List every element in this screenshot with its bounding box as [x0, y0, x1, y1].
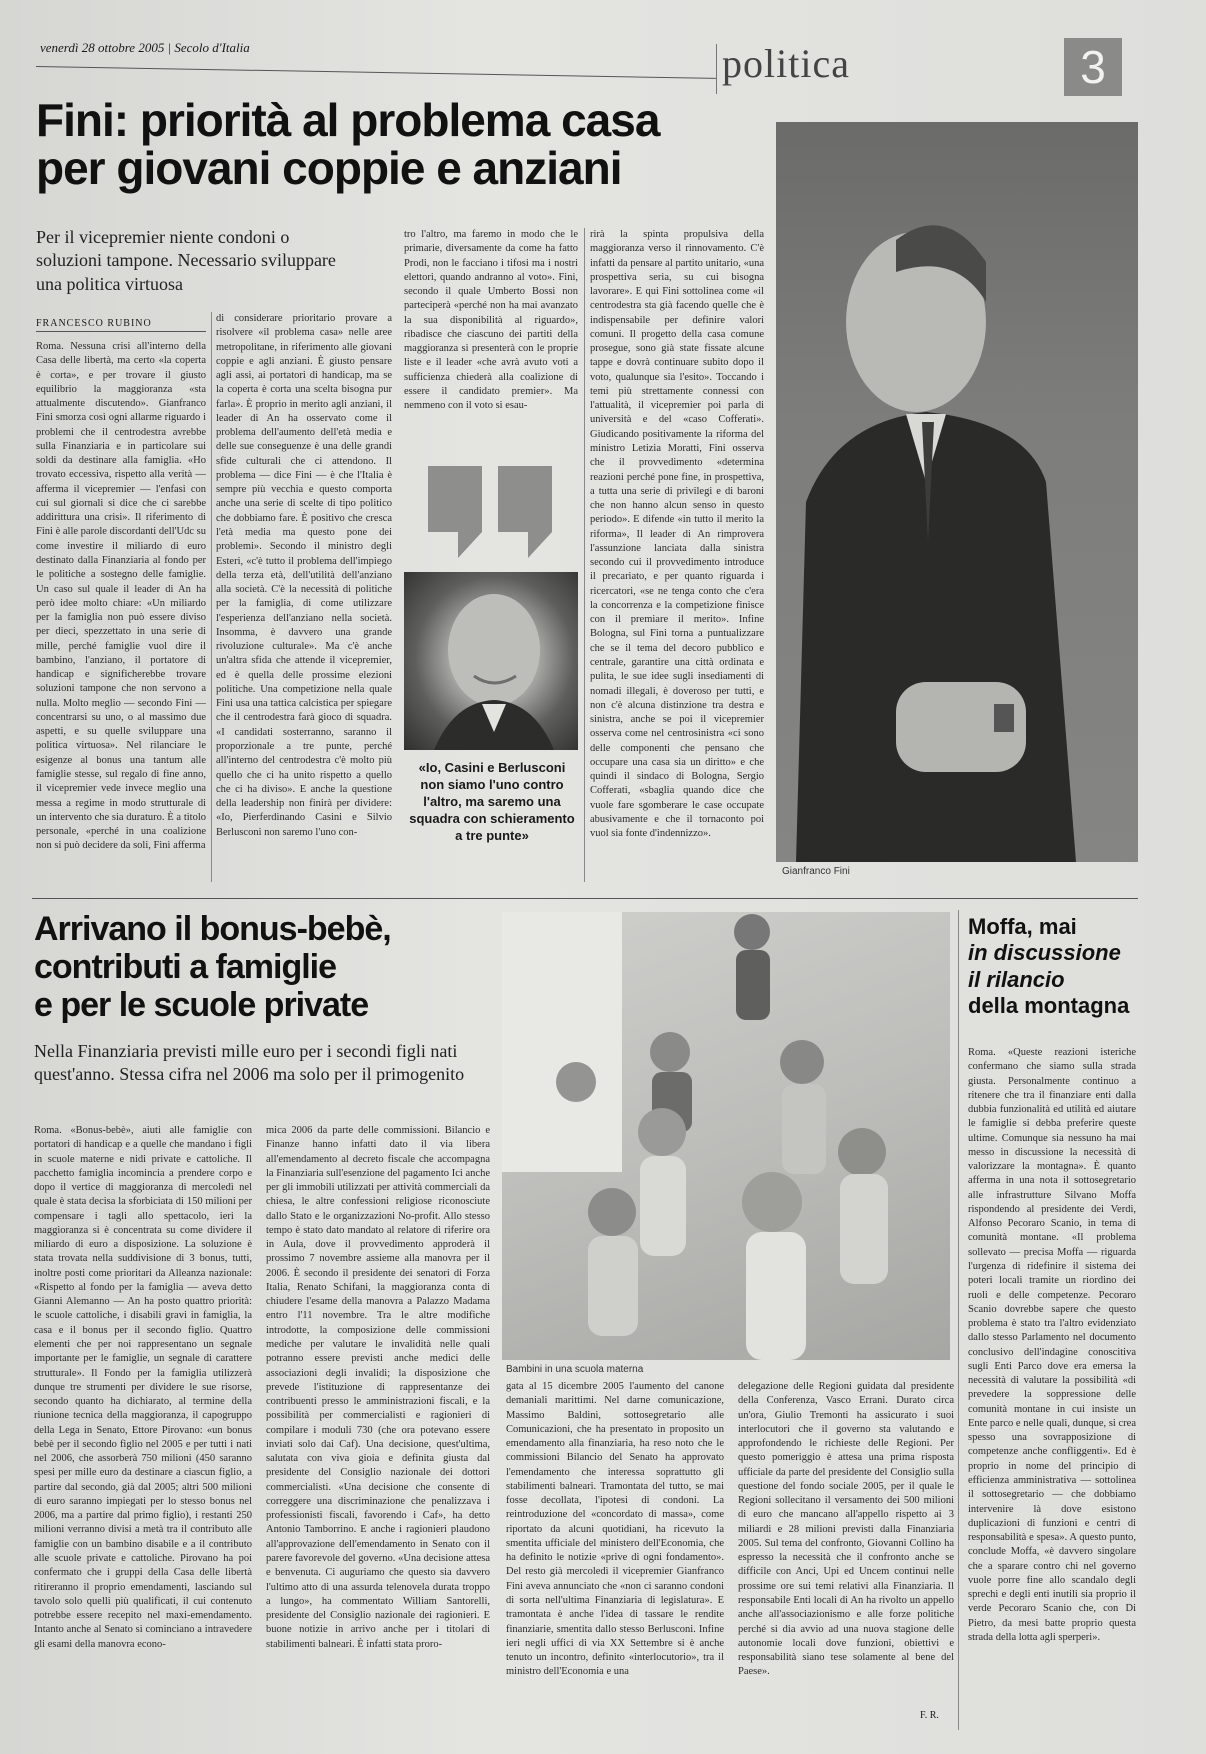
quote-marks-icon	[424, 462, 556, 562]
story1-headline-line1: Fini: priorità al problema casa	[36, 94, 660, 146]
story3-headline-line3: il rilancio	[968, 966, 1065, 992]
story1-headline	[36, 96, 776, 193]
story1-headline-line2: per giovani coppie e anziani	[36, 142, 622, 195]
children-photo-caption: Bambini in una scuola materna	[506, 1364, 644, 1375]
story-divider	[32, 898, 1138, 899]
column-rule	[958, 910, 959, 1730]
story2-signature: F. R.	[920, 1710, 939, 1721]
story2-headline-line1: Arrivano il bonus-bebè,	[34, 910, 391, 948]
page-number-box: 3	[1064, 38, 1122, 96]
portrait-silhouette-icon	[404, 572, 578, 750]
story1-column-4: rirà la spinta propulsiva della maggioranza verso il rinnovamento. C'è infatti da pensare al partito unitario, «una prospettiva seria, su cui bisogna lavorare». E qui Fini sottolinea come «il centrodestra sta già facendo quelle che è indispensabile per definire valori comuni. Il progetto della casa comune prosegue, sono già state fissate alcune tappe e dovrà continuare subito dopo il voto, qualunque sia l'esito». Toccando i temi più strettamente connessi con l'attualità, il vicepremier poi parla di università e del «caso Cofferati». Giudicando positivamente la riforma del ministro Letizia Moratti, Fini osserva che il provvedimento «determina reazioni perché pone fine, in prospettiva, a tutta una serie di privilegi e di baroni che non hanno alcun senso in questo periodo». E difende «in tutto il merito la riforma», Il leader di An rimprovera l'assunzione lanciata dalla sinistra secondo cui il provvedimento introduce il precariato, e per quanto riguarda i ricercatori, «se ne tenga conto che c'era la concorrenza e la competizione finisce con il premiare il merito». Infine Bologna, sul Fini torna a puntualizzare che se il tema del decoro pubblico e centrale, garantire una città ordinata e pulita, le sue idee sugli insediamenti di nomadi illegali, è doveroso per tutti, e non c'è alcuna distinzione tra destra e sinistra, anche se poi il vicepremier osserva come nel centrosinistra «ci sono delle componenti che pensano che occupare una casa sia un diritto» e che quindi il sindaco di Bologna, Sergio Cofferati, «sbaglia quando dice che vuole fare sgomberare le case occupate abusivamente e che il tornaconto poi vuol sia fonte d'indennizzo».	[590, 229, 764, 840]
story1-column-1: Roma. Nessuna crisi all'interno della Casa delle libertà, ma certo «la coperta è corta», e per trovare il giusto equilibrio la maggioranza «sta attualmente discutendo». Gianfranco Fini smorza così ogni allarme riguardo i problemi che il centrodestra avrebbe sulla Finanziaria e in particolare sui soldi da destinare alla famiglia. «Ho trovato eccessiva, rispetto alla verità — afferma il vicepremier — l'enfasi con cui sul giornali si dice che ci sarebbe addirittura una crisi». Il riferimento di Fini è alle parole discordanti dell'Udc su come investire il miliardo di euro destinato dalla Finanziaria al fondo per le politiche a sostegno delle famiglie. Un caso sul quale il leader di An ha però idee molto chiare: «Un miliardo per la famiglia non può essere diviso per dieci, spezzettato in una serie di mille, perché famiglie vuol dire il bambino, l'anziano, il portatore di handicap e significherebbe trovare soluzioni tampone che non servono a nulla. Molto meglio — secondo Fini — concentrarsi su uno, o al massimo due aspetti, e su quelle sviluppare una politica virtuosa». Nel rilanciare le esigenze al bonus una tantum alle famiglie stesse, sul regalo di fine anno, il vicepremier vede invece meglio una messa a regime in modo strutturale di un intervento che sia duraturo. È a titolo personale, «perché in una coalizione non si può decidere da soli, Fini afferma	[36, 341, 206, 852]
column-rule	[584, 228, 585, 882]
story3-body: Roma. «Queste reazioni isteriche confermano che siamo sulla strada giusta. Personalmente continuo a ritenere che tra il finanziare enti dalla dubbia funzionalità ed utilità ed aiutare le famiglie si debba preferire queste ultime. Comunque sia nessuno ha mai messo in discussione la necessità di valorizzare la montagna». È quanto afferma in una nota il sottosegretario alle infrastrutture Silvano Moffa rispondendo al presidente dei Verdi, Alfonso Pecoraro Scanio, in tema di comunità montane. «Il problema sollevato — precisa Moffa — riguarda l'urgenza di ridefinire il sistema dei poteri locali tramite un riordino dei ruoli e delle competenze. Pecoraro Scanio dovrebbe sapere che questo problema è stato tra l'altro evidenziato dallo stesso Parlamento nel documento conclusivo dell'indagine conoscitiva sugli Enti Parco dove era emersa la necessità di valutare la possibilità «di prevedere la soppressione delle comunità montane in cui insiste un Ente parco e nelle quali, dunque, si crea spesso una sovrapposizione di competenze anche confliggenti». Ed è proprio in nome del principio di efficienza amministrativa — sottolinea il sottosegretario — che dobbiamo intervenire là dove esistono duplicazioni di funzioni e centri di responsabilità e spesa». A questo punto, conclude Moffa, «è davvero singolare che a sparare contro chi nel governo vuole porre fine allo scandalo degli sprechi e degli enti inutili sia proprio il verde Pecoraro Scanio che, con Di Pietro, da mesi batte proprio questa strada della lotta agli sperperi».	[968, 1047, 1136, 1643]
date-and-paper-name: venerdì 28 ottobre 2005 | Secolo d'Italia	[40, 40, 250, 55]
story1-column-2: di considerare prioritario provare a risolvere «il problema casa» nelle aree metropolitane, in riferimento alle giovani coppie e agli anziani. È giusto pensare agli assi, ai portatori di handicap, ma se la coperta è corta una scelta bisogna pur farla». È proprio in merito agli anziani, il leader di An ha osservato come il problema dell'aumento dell'età media e delle sue conseguenze è una delle grandi sfide culturali che ci attendono. Il problema — dice Fini — è che l'Italia è sempre più vecchia e questo comporta anche una serie di scelte di tipo politico che dobbiamo fare. È positivo che cresca l'età media ma questo pone dei problemi». Secondo il ministro degli Esteri, «c'è tutto il problema dell'impiego della terza età, dell'utilità dell'anziano alla società. C'è la necessità di politiche per la famiglia, di come utilizzare l'esperienza dell'anziano nella società. Insomma, è davvero una grande rivoluzione culturale». Ma c'è anche un'altra sfida che attende il vicepremier, ed è quella delle prossime elezioni politiche. Una competizione nella quale Fini usa una tattica calcistica per spiegare che il centrodestra farà gioco di squadra. «I candidati sosterranno, saranno il proporzionale a tre punte, perché all'interno del centrodestra c'è molto più quello che ci ha unito rispetto a quello che ci ha diviso». E anche la questione della leadership non finirà per dividere: «Io, Pierferdinando Casini e Silvio Berlusconi non saremo l'uno con-	[216, 313, 392, 838]
main-photo-portrait	[776, 122, 1138, 862]
column-rule	[211, 312, 212, 882]
story1-pull-quote: «Io, Casini e Berlusconi non siamo l'uno contro l'altro, ma saremo una squadra con schieramento a tre punte»	[409, 760, 575, 843]
main-photo-caption: Gianfranco Fini	[782, 866, 850, 877]
story2-headline-line3: e per le scuole private	[34, 986, 369, 1025]
story2-column-4: delegazione delle Regioni guidata dal presidente della Conferenza, Vasco Errani. Durato circa un'ora, Giulio Tremonti ha assicurato i suoi interlocutori che il governo sta valutando e approfondendo le richieste delle Regioni. Per questo pomeriggio è attesa una prima risposta ufficiale da parte del presidente del Consiglio sulla questione del fondo sociale 2005, per il quale le Regioni sollecitano il versamento dei 500 milioni di euro che mancano all'appello rispetto ai 3 miliardi e 28 milioni previsti dalla Finanziaria 2005. Sul tema del confronto, Giovanni Collino ha espresso la necessità che il confronto anche se difficile con Anci, Upi ed Uncem continui nelle prossime ore sui temi relativi alla Finanziaria. Il responsabile Enti locali di An ha rivolto un appello anche all'associazionismo e alle forze politiche perché si dia avvio ad una nuova stagione delle autonomie locali dove funzioni, obiettivi e responsabilità siano tese solamente al bene del Paese».	[738, 1381, 954, 1678]
children-dancing-scene-icon	[502, 912, 950, 1360]
story1-deck: Per il vicepremier niente condoni o soluzioni tampone. Necessario sviluppare una politica virtuosa	[36, 227, 336, 294]
masthead-rule	[36, 66, 716, 79]
inset-photo-portrait	[404, 572, 578, 750]
section-name: politica	[722, 41, 850, 86]
story2-column-1: Roma. «Bonus-bebè», aiuti alle famiglie con portatori di handicap e a quelle che mandano i figli in scuole materne e nidi private e cattoliche. Il pacchetto famiglia incomincia a prendere corpo e dopo il vertice di maggioranza di mercoledì nel quale è stata decisa la sforbiciata di 150 milioni per compensare i tagli allo spettacolo, ieri la maggioranza si è concentrata su come dividere il miliardo di euro a disposizione. La soluzione è stata trovata nella suddivisione di 3 bonus, tutti, inoltre posti come prioritari da Alleanza nazionale: «Rispetto al fondo per la famiglia — aveva detto Gianni Alemanno — An ha posto quattro priorità: le scuole cattoliche, i disabili gravi in famiglia, la casa e il bonus per il secondo figlio. Quattro elementi che per noi rappresentano un segnale importante per le famiglie, un segnale di carattere strutturale». Il Fondo per la famiglia utilizzerà dunque tre strumenti per dividere le sue risorse, secondo quanto ha dichiarato, al termine della riunione tecnica della maggioranza, il capogruppo della Lega in Senato, Ettore Pirovano: «un bonus bebè per il secondo figlio nel 2005 e per tutti i nati nel 2006, che assorberà 750 milioni (450 saranno spesi per mille euro da destinare a ciascun figlio, a partire dal secondo, già dal 2005; altri 500 milioni di euro saranno impiegati per lo stesso bonus nel 2006, ma a partire dal primo figlio), i restanti 250 milioni verranno divisi a metà tra il contributo alle famiglie con un bambino disabile e a il contributo alle scuole private e cattoliche. Pirovano ha poi confermato che i gruppi della Casa delle libertà ritireranno il proprio emendamenti, lasciando sul tavolo solo quelli più qualificati, il cui contenuto potrebbe essere recepito nel maxi-emendamento. Intanto anche al Senato si cominciano a intravedere gli esami della manovra econo-	[34, 1125, 252, 1650]
story3-headline-line2: in discussione	[968, 940, 1121, 966]
story2-headline	[34, 910, 494, 1024]
story3-headline	[968, 914, 1138, 1020]
section-divider	[716, 44, 717, 94]
story1-byline: FRANCESCO RUBINO	[36, 318, 206, 332]
story3-headline-line1: Moffa, mai	[968, 914, 1077, 939]
story2-deck: Nella Finanziaria previsti mille euro per i secondi figli nati quest'anno. Stessa cifra nel 2006 ma solo per il primogenito	[34, 1041, 465, 1085]
story1-column-3: tro l'altro, ma faremo in modo che le primarie, diversamente da come ha fatto Prodi, non le facciano i tifosi ma i nostri elettori, quando andranno al voto». Fini, secondo il quale Umberto Bossi non parteciperà «perché non ha mai avanzato la sua disponibilità al riguardo», ribadisce che ciascuno dei partiti della maggioranza si presenterà con le proprie liste e il leader «che avrà avuto voti a sufficienza chiederà alla coalizione di essere il candidato premier». Ma nemmeno con il voto si esau-	[404, 229, 578, 412]
story2-column-3: gata al 15 dicembre 2005 l'aumento del canone demaniali marittimi. Nel darne comunicazione, Massimo Baldini, sottosegretario alle Comunicazioni, che ha presentato in proposito un emendamento alla finanziaria, ha reso noto che le commissioni Bilancio del Senato ha approvato l'emendamento che interessa soprattutto gli stabilimenti balneari. Tramontata del tutto, se mai fosse decollata, l'ipotesi di condoni. La reintroduzione del «concordato di massa», come riportato da alcuni quotidiani, ha ricevuto la smentita ufficiale del ministero dell'Economia, che ha definito le notizie «prive di ogni fondamento». Del resto già mercoledì il vicepremier Gianfranco Fini aveva annunciato che «non ci saranno condoni di sorta nell'ultima Finanziaria di legislatura». E tramontata è anche l'idea di tassare le rendite finanziarie, smentita dallo stesso Berlusconi. Infine ieri negli uffici di via XX Settembre si è anche tenuto un incontro, definito «interlocutorio», tra il ministro dell'Economia e una	[506, 1381, 724, 1678]
story3-headline-line4: della montagna	[968, 993, 1130, 1019]
quote-marks-graphic	[424, 462, 556, 562]
story2-headline-line2: contributi a famiglie	[34, 948, 337, 987]
children-photo	[502, 912, 950, 1360]
standing-man-silhouette-icon	[776, 122, 1138, 862]
story2-column-2: mica 2006 da parte delle commissioni. Bilancio e Finanze hanno infatti dato il via libera all'emendamento al decreto fiscale che accompagna la Finanziaria sull'esenzione del pagamento Ici anche per gli immobili utilizzati per attività commerciali da chiesa, le altre confessioni religiose riconosciute dallo Stato e le organizzazioni No-profit. Allo stesso tempo è stato dato mandato al relatore di riferire ora in Aula, dove il provvedimento approderà il prossimo 7 novembre assieme alla manovra per il 2006. È secondo il presidente dei senatori di Forza Italia, Renato Schifani, la maggioranza conta di chiudere l'esame della manovra a Palazzo Madama entro l'11 novembre. Tra le altre modifiche introdotte, la composizione delle commissioni mediche per valutare le invalidità nelle quali potranno essere previsti anche medici delle associazioni degli invalidi; la disposizione che prevede l'istituzione di rappresentanze dei contribuenti presso le amministrazioni fiscali, e la possibilità per commercialisti e ragionieri di compilare i moduli 730 (che ora potevano essere inviati solo dai Caf). Una decisione, quest'ultima, salutata con viva gioia e definita giusta dal presidente del Consiglio nazionale dei dottori commercialisti. «Una decisione che consente di correggere una discriminazione che penalizzava i professionisti fiscali, favorendo i Caf», ha detto Antonio Tamborrino. E anche i ragionieri plaudono all'approvazione dell'emendamento in Senato con il parere favorevole del governo. «Una decisione attesa e benvenuta. Ci auguriamo che questo sia davvero l'ultimo atto di una assurda telenovela durata troppo a lungo», ha commentato William Santorelli, presidente del Consiglio nazionale dei ragionieri. E buone notizie in arrivo anche per i titolari di stabilimenti balneari. È infatti stata proro-	[266, 1125, 490, 1650]
